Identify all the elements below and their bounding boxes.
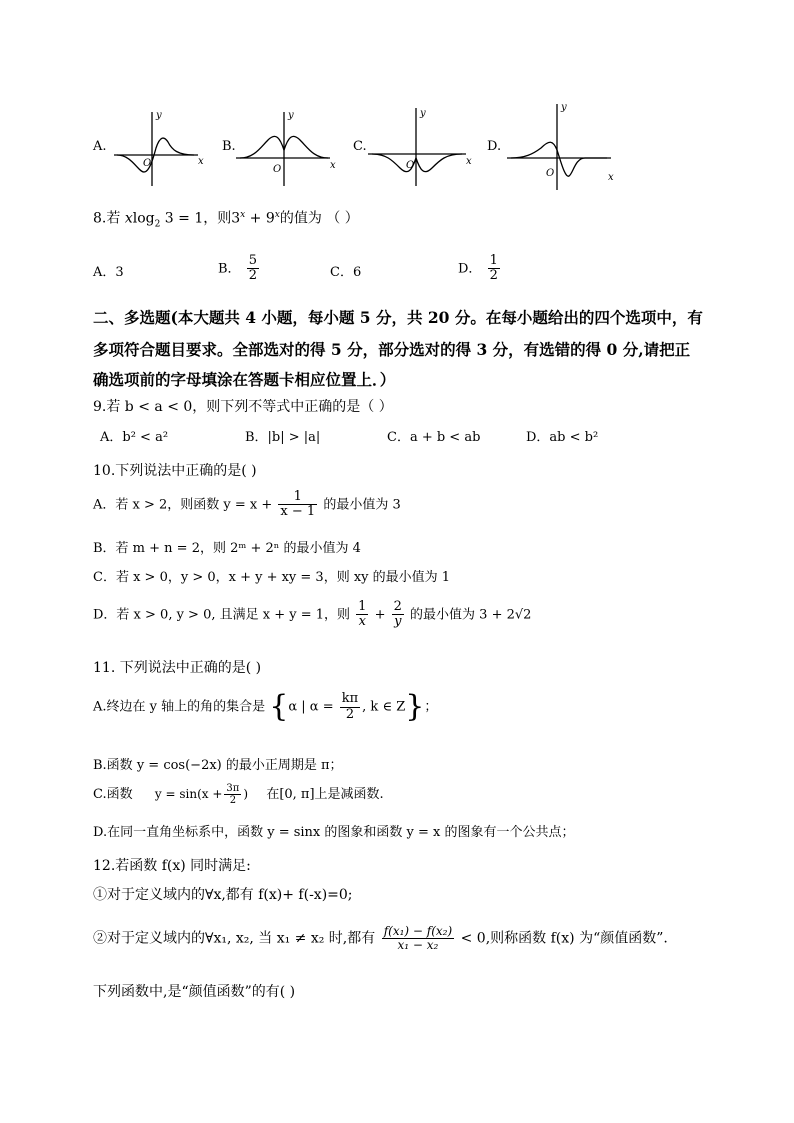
origin-label: O	[406, 160, 415, 171]
section2-line2: 多项符合题目要求。全部选对的得 5 分，部分选对的得 3 分，有选错的得 0 分,请把正	[93, 340, 691, 359]
q8-option-a[interactable]: A．3	[93, 265, 124, 280]
y-axis-label: y	[288, 110, 294, 121]
q11-stem: 11. 下列说法中正确的是( )	[93, 660, 262, 676]
section2-line1: 二、多选题(本大题共 4 小题，每小题 5 分，共 20 分。在每小题给出的四个选项中，有	[93, 308, 703, 327]
q11-option-b[interactable]: B.函数 y = cos(−2x) 的最小正周期是 π；	[93, 758, 343, 773]
q12-last-line: 下列函数中,是“颜值函数”的有( )	[93, 984, 296, 1000]
x-axis-label: x	[608, 172, 614, 183]
graph-b[interactable]	[234, 108, 339, 188]
q9-option-a[interactable]: A．b² < a²	[100, 430, 169, 445]
q12-condition-2: ②对于定义域内的∀x₁, x₂, 当 x₁ ≠ x₂ 时,都有 $\frac{\text{f(x₁) − f(x₂)}}{\text{x₁ − x₂}}$ < 0,则称函数 f(x) 为“颜值函数”.	[93, 924, 668, 953]
x-axis-label: x	[466, 156, 472, 167]
q8-option-c[interactable]: C．6	[330, 265, 362, 280]
y-axis-label: y	[156, 110, 162, 121]
q11-option-c[interactable]: C.函数 y = sin(x + $\frac{3\pi}{2}$ ) 在[0, π]上是减函数.	[93, 783, 384, 806]
q10-option-b[interactable]: B．若 m + n = 2，则 2ᵐ + 2ⁿ 的最小值为 4	[93, 541, 361, 556]
q9-stem: 9.若 b < a < 0，则下列不等式中正确的是（ ）	[93, 399, 393, 415]
q12-stem: 12.若函数 f(x) 同时满足:	[93, 858, 251, 874]
x-axis-label: x	[330, 160, 336, 171]
q9-option-b[interactable]: B．|b| > |a|	[245, 430, 321, 445]
q10-stem: 10.下列说法中正确的是( )	[93, 463, 257, 479]
q11-option-d[interactable]: D.在同一直角坐标系中，函数 y = sinx 的图象和函数 y = x 的图象有一个公共点；	[93, 825, 575, 840]
graph-d[interactable]	[505, 100, 620, 192]
graph-a[interactable]	[112, 108, 207, 188]
q10-option-d[interactable]: D．若 x > 0, y > 0, 且满足 x + y = 1，则 $\frac{1}{x}$ + $\frac{2}{y}$ 的最小值为 3 + 2√2	[93, 599, 532, 630]
x-axis-label: x	[198, 156, 204, 167]
y-axis-label: y	[561, 102, 567, 113]
graph-c[interactable]	[366, 104, 476, 188]
origin-label: O	[273, 164, 282, 175]
y-axis-label: y	[420, 108, 426, 119]
q9-option-c[interactable]: C．a + b < ab	[387, 430, 481, 445]
q9-option-d[interactable]: D．ab < b²	[526, 430, 599, 445]
graph-a-label: A.	[93, 139, 107, 154]
graph-d-label: D.	[487, 139, 502, 154]
origin-label: O	[546, 168, 555, 179]
origin-label: O	[143, 158, 152, 169]
q12-condition-1: ①对于定义域内的∀x,都有 f(x)+ f(-x)=0;	[93, 887, 353, 903]
q8-option-d[interactable]: D． $\frac{1}{2}$	[458, 253, 498, 284]
q10-option-c[interactable]: C．若 x > 0，y > 0，x + y + xy = 3，则 xy 的最小值为 1	[93, 570, 451, 585]
q8-stem: 8.若 xlog$_2$ 3 = 1，则$3^x + 9^x$的值为 （ ）	[93, 210, 359, 230]
section2-line3: 确选项前的字母填涂在答题卡相应位置上．）	[93, 370, 396, 389]
graph-c-label: C.	[353, 139, 367, 154]
q10-option-a[interactable]: A．若 x > 2，则函数 y = x + $\frac{1}{x - 1}$ 的最小值为 3	[93, 489, 401, 520]
graph-b-label: B.	[222, 139, 236, 154]
q8-option-b[interactable]: B． $\frac{5}{2}$	[218, 253, 257, 284]
q11-option-a[interactable]: A.终边在 y 轴上的角的集合是 {α | α = $\frac{k\pi}{2}$ , k ∈ Z}；	[93, 689, 438, 724]
right-brace-icon: }	[405, 689, 425, 724]
left-brace-icon: {	[269, 689, 289, 724]
